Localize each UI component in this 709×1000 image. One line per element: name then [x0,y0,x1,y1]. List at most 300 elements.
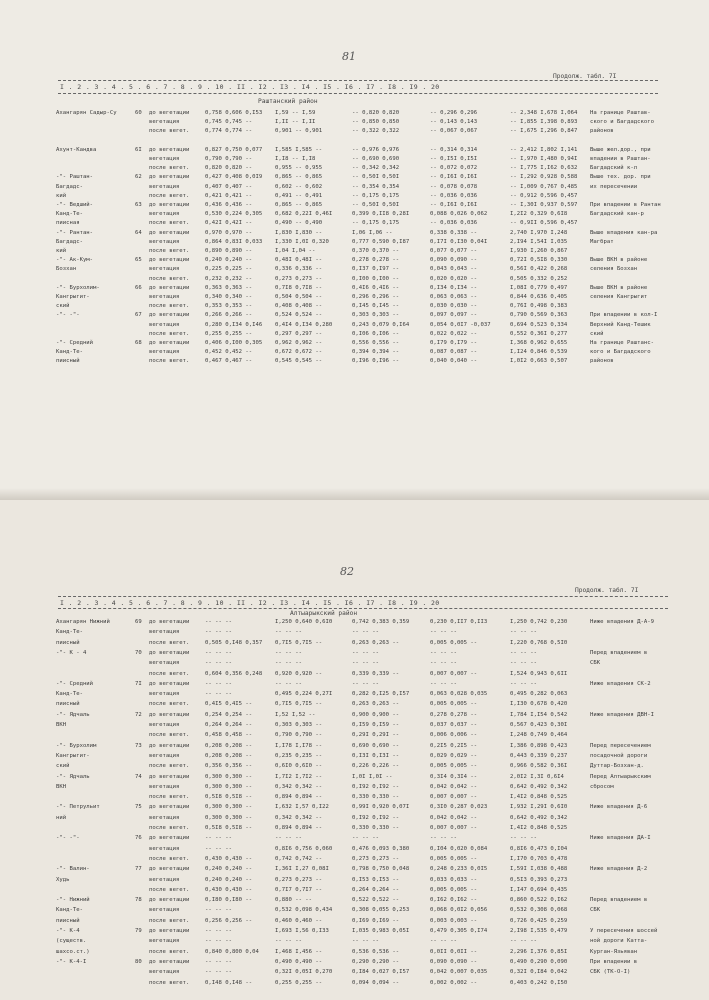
river-cell: -"- К-4 [56,928,80,934]
group-b-cell: 0,7I8 0,7I8 -- [275,284,323,291]
period-cell: вегетация [149,691,180,698]
note-cell: При впадении в [590,958,638,965]
group-c-cell: 0,243 0,079 0,I64 [352,321,410,328]
table-row [0,979,709,988]
period-cell: после вегет. [149,917,190,924]
point-cell: 76 [135,835,142,842]
group-b-cell: 0,894 0,894 -- [275,825,323,831]
group-d-cell: -- 0,143 0,143 [430,119,478,126]
river-cell: Канд-Те- [56,691,83,698]
river-cell: кий [56,192,67,199]
totals-cell: 0,844 0,636 0,405 [510,294,568,300]
point-cell: 78 [135,897,142,904]
group-d-cell: 0,020 0,020 -- [430,275,478,282]
table-row [0,711,709,720]
period-cell: вегетация [149,907,180,914]
table-row [0,927,709,936]
note-cell: Выше впадения кан-ра [590,229,658,236]
note-cell: На границе Раштав- [590,110,651,116]
group-a-cell: 0,4I5 0,4I5 -- [205,701,253,708]
group-c-cell: -- 0,850 0,850 [352,119,400,126]
group-d-cell: 0,3I0 0,287 0,023 [430,804,488,811]
table-row [0,192,709,201]
header-rule-bottom [58,608,668,609]
group-a-cell: 0,970 0,970 -- [205,229,253,236]
river-cell: -"- Средний [56,680,94,687]
totals-cell: I,I70 0,703 0,478 [510,855,568,862]
period-cell: вегетация [149,722,180,728]
table-row [0,348,709,357]
group-d-cell: -- 0,036 0,036 [430,192,478,199]
group-a-cell: 0,300 0,300 -- [205,773,253,780]
river-cell: -"- К-4-I [56,958,87,965]
group-a-cell: 0,430 0,430 -- [205,855,253,862]
group-c-cell: -- -- -- [352,835,379,842]
group-d-cell: 0,090 0,090 -- [430,257,478,264]
group-d-cell: 0,054 0,0I7 -0,037 [430,321,491,328]
river-cell: пиисный [56,917,80,924]
table-row [0,783,709,792]
table-row [0,865,709,874]
totals-cell: 0,490 0,290 0,090 [510,958,568,965]
totals-cell: 2,740 I,970 I,248 [510,229,568,236]
group-b-cell: 0,336 0,336 -- [275,266,323,273]
group-c-cell: 0,094 0,094 -- [352,979,400,986]
group-b-cell: 0,490 0,490 -- [275,958,323,965]
period-cell: до вегетации [149,742,190,749]
group-d-cell: 0,005 0,005 -- [430,701,478,708]
period-cell: вегетация [149,238,180,245]
totals-cell: I,I24 0,846 0,539 [510,349,568,356]
totals-cell: I,932 I,29I 0,6I0 [510,804,568,811]
group-b-cell: -- -- -- [275,938,302,945]
period-cell: после вегет. [149,670,190,677]
group-d-cell: -- -- -- [430,680,457,687]
period-cell: вегетация [149,752,180,759]
group-d-cell: 0,I04 0,020 0,084 [430,845,488,852]
table-row [0,357,709,366]
group-a-cell: -- -- -- [205,845,232,852]
group-a-cell: -- -- -- [205,907,232,914]
group-b-cell: 0,235 0,235 -- [275,752,323,759]
totals-cell: I,I47 0,694 0,435 [510,886,568,893]
group-a-cell: 0,42I 0,42I -- [205,220,253,227]
totals-cell: I,524 0,943 0,6II [510,670,568,677]
totals-cell: 0,403 0,242 0,I50 [510,979,568,986]
point-cell: 65 [135,257,142,264]
table-row [0,118,709,127]
group-c-cell: 0,556 0,556 -- [352,340,400,346]
group-d-cell: 0,040 0,040 -- [430,358,478,365]
period-cell: до вегетации [149,110,190,116]
group-a-cell: -- -- -- [205,691,232,698]
group-b-cell: 0,342 0,342 -- [275,814,323,821]
group-b-cell: I,250 0,640 0,6I0 [275,619,333,625]
group-d-cell: 0,042 0,042 -- [430,814,478,821]
group-b-cell: I,330 I,0I 0,320 [275,238,329,245]
group-d-cell: -- 0,314 0,314 [430,146,478,153]
totals-cell: 2,0I2 I,3I 0,6I4 [510,773,564,780]
header-rule-bottom [58,93,658,94]
group-a-cell: 0,300 0,300 -- [205,804,253,811]
group-b-cell: 0,342 0,342 -- [275,783,323,790]
period-cell: до вегетации [149,804,190,811]
river-cell: -"- Ведший- [56,202,94,208]
river-cell: пиисный [56,358,80,365]
group-b-cell: 0,255 0,255 -- [275,979,323,986]
group-b-cell: 0,742 0,742 -- [275,855,323,862]
table-row [0,339,709,348]
group-b-cell: 0,460 0,460 -- [275,917,323,924]
point-cell: 79 [135,928,142,934]
group-a-cell: -- -- -- [205,835,232,842]
group-a-cell: 0,256 0,256 -- [205,917,253,924]
river-cell: Багдадс- [56,238,83,245]
group-a-cell: 0,264 0,264 -- [205,722,253,728]
river-cell: пиисный [56,639,80,646]
group-c-cell: -- -- -- [352,938,379,945]
group-a-cell: 0,890 0,890 -- [205,248,253,254]
totals-cell: -- -- -- [510,835,537,842]
group-c-cell: 0,264 0,264 -- [352,886,400,893]
group-a-cell: 0,300 0,300 -- [205,783,253,790]
totals-cell: -- I,009 0,767 0,485 [510,183,578,190]
table-row [0,639,709,648]
period-cell: до вегетации [149,229,190,236]
period-cell: до вегетации [149,928,190,934]
totals-cell: 0,694 0,523 0,334 [510,321,568,328]
table-row [0,814,709,823]
group-b-cell: I,632 I,57 0,I22 [275,804,329,811]
note-cell: Ниже впадения ДВН-I [590,711,654,718]
totals-cell: 0,966 0,582 0,36I [510,763,568,770]
group-c-cell: 0,263 0,263 -- [352,639,400,646]
group-c-cell: -- 0,322 0,322 [352,128,400,135]
period-cell: вегетация [149,969,180,976]
group-c-cell: -- 0,50I 0,50I [352,202,400,208]
group-c-cell: -- 0,342 0,342 [352,165,400,172]
group-d-cell: 0,029 0,029 -- [430,752,478,759]
group-d-cell: -- 0,072 0,072 [430,165,478,172]
note-cell: При впадении в кол-I [590,312,658,319]
group-c-cell: I,06 I,06 -- [352,229,393,236]
group-b-cell: 0,32I 0,05I 0,270 [275,969,333,976]
group-a-cell: 0,208 0,208 -- [205,742,253,749]
group-c-cell: -- -- -- [352,660,379,667]
river-cell: Канд-Те- [56,629,83,636]
group-c-cell: -- -- -- [352,649,379,656]
group-d-cell: 0,0II 0,0II -- [430,948,478,955]
totals-cell: -- I,292 0,928 0,588 [510,174,578,181]
group-d-cell: 0,063 0,028 0,035 [430,691,488,698]
totals-cell: 0,76I 0,498 0,383 [510,303,568,310]
group-b-cell: 0,532 0,098 0,434 [275,907,333,914]
group-b-cell: I,II -- I,II [275,119,316,126]
group-c-cell: -- 0,175 0,175 [352,220,400,227]
table-row [0,731,709,740]
totals-cell: 0,642 0,492 0,342 [510,783,568,790]
note-cell: ной дороги Катта- [590,938,648,945]
totals-cell: 0,8I6 0,473 0,I04 [510,845,568,852]
period-cell: вегетация [149,321,180,328]
note-cell: селения Кангрыгит [590,294,648,300]
group-d-cell: -- 0,036 0,036 [430,220,478,227]
totals-cell: -- I,775 I,I62 0,632 [510,165,578,172]
group-c-cell: 0,282 0,I25 0,I57 [352,691,410,698]
page-number: 81 [342,50,356,63]
period-cell: после вегет. [149,303,190,310]
group-d-cell: -- -- -- [430,835,457,842]
period-cell: после вегет. [149,794,190,801]
note-cell: сбросом [590,783,614,790]
group-b-cell: 0,880 -- -- [275,897,313,904]
group-c-cell: 0,330 0,330 -- [352,794,400,801]
continuation-label: Продолж. табл. 7I [575,587,639,594]
group-c-cell: 0,I59 0,I59 -- [352,722,400,728]
group-b-cell: 0,490 -- 0,490 [275,220,323,227]
period-cell: до вегетации [149,146,190,153]
totals-cell: I,08I 0,779 0,497 [510,284,568,291]
group-a-cell: 0,266 0,266 -- [205,312,253,319]
period-cell: после вегет. [149,886,190,893]
table-row [0,183,709,192]
group-c-cell: 0,273 0,273 -- [352,855,400,862]
river-cell: ний [56,814,67,821]
period-cell: вегетация [149,183,180,190]
period-cell: вегетация [149,211,180,218]
table-row [0,680,709,689]
note-cell: У пересечения шоссей [590,928,658,934]
group-d-cell: 0,002 0,002 -- [430,979,478,986]
table-row [0,173,709,182]
group-b-cell: 0,8I6 0,756 0,060 [275,845,333,852]
group-c-cell: 0,777 0,590 0,I87 [352,238,410,245]
totals-cell: I,220 0,768 0,5I0 [510,639,568,646]
river-cell: -"- -"- [56,312,80,319]
group-b-cell: 0,7I7 0,7I7 -- [275,886,323,893]
group-b-cell: I,36I I,27 0,08I [275,866,329,873]
totals-cell: I,368 0,962 0,655 [510,340,568,346]
group-a-cell: -- -- -- [205,680,232,687]
river-cell: -"- Бурхолим- [56,284,100,291]
group-b-cell: I,52 I,52 -- [275,711,316,718]
river-cell: -"- Петрульит [56,804,100,811]
period-cell: после вегет. [149,128,190,135]
note-cell: Выше ВКН в районе [590,284,648,291]
river-cell: Худь [56,876,70,883]
group-d-cell: 0,I79 0,I79 -- [430,340,478,346]
period-cell: вегетация [149,845,180,852]
group-a-cell: 0,225 0,225 -- [205,266,253,273]
table-row [0,155,709,164]
note-cell: Багдадский кан-р [590,211,644,218]
group-b-cell: 0,790 0,790 -- [275,732,323,739]
period-cell: после вегет. [149,763,190,770]
group-d-cell: 0,007 0,007 -- [430,794,478,801]
group-d-cell: 0,007 0,007 -- [430,825,478,831]
period-cell: вегетация [149,629,180,636]
river-cell: -"- Ядчаль [56,711,90,718]
group-d-cell: 0,030 0,030 -- [430,303,478,310]
group-d-cell: 0,003 0,003 -- [430,917,478,924]
note-cell: районов [590,128,614,135]
period-cell: до вегетации [149,257,190,264]
table-row [0,275,709,284]
totals-cell: I,4I2 0,848 0,525 [510,794,568,801]
region-title: Алтыарыкский район [290,610,358,617]
group-c-cell: I,0I I,0I -- [352,773,393,780]
note-cell: Ниже впадения СК-2 [590,680,651,687]
period-cell: до вегетации [149,284,190,291]
group-a-cell: 0,340 0,340 -- [205,294,253,300]
continuation-label: Продолж. табл. 7I [553,73,617,80]
period-cell: после вегет. [149,330,190,337]
totals-cell: -- 2,412 I,802 I,141 [510,146,578,153]
group-c-cell: I,035 0,983 0,05I [352,928,410,934]
group-d-cell: 0,068 0,0I2 0,056 [430,907,488,914]
group-c-cell: 0,226 0,226 -- [352,763,400,770]
header-rule-top [58,596,668,597]
group-a-cell: 0,406 0,I00 0,305 [205,340,263,346]
note-cell: Выше ВКН в районе [590,257,648,264]
group-c-cell: 0,I53 0,I53 -- [352,876,400,883]
group-d-cell: 0,042 0,007 0,035 [430,969,488,976]
group-c-cell: 0,I96 0,I96 -- [352,358,400,365]
group-d-cell: 0,005 0,005 -- [430,763,478,770]
totals-cell: -- -- -- [510,660,537,667]
table-row [0,690,709,699]
period-cell: после вегет. [149,701,190,708]
river-cell: Канд-Те- [56,907,83,914]
group-a-cell: 0,300 0,300 -- [205,814,253,821]
period-cell: после вегет. [149,979,190,986]
group-c-cell: 0,742 0,383 0,359 [352,619,410,625]
table-row [0,845,709,854]
group-a-cell: 0,827 0,750 0,077 [205,146,263,153]
totals-cell: -- -- -- [510,680,537,687]
group-a-cell: 0,240 0,240 -- [205,866,253,873]
point-cell: 7I [135,680,142,687]
group-c-cell: 0,99I 0,920 0,07I [352,804,410,811]
group-a-cell: 0,280 0,I34 0,I46 [205,321,263,328]
group-c-cell: 0,303 0,303 -- [352,312,400,319]
period-cell: после вегет. [149,732,190,739]
group-a-cell: -- -- -- [205,928,232,934]
totals-cell: 0,726 0,425 0,259 [510,917,568,924]
period-cell: до вегетации [149,649,190,656]
note-cell: При впадении в Рантан [590,202,661,208]
note-cell: районов [590,358,614,365]
group-a-cell: 0,452 0,452 -- [205,349,253,356]
group-b-cell: 0,920 0,920 -- [275,670,323,677]
totals-cell: I,386 0,898 0,423 [510,742,568,749]
group-c-cell: 0,I92 0,I92 -- [352,814,400,821]
period-cell: вегетация [149,814,180,821]
totals-cell: I,4I2 0,848 0,525 [510,825,568,831]
group-a-cell: 0,421 0,421 -- [205,192,253,199]
header-rule-top [58,80,658,81]
table-row [0,834,709,843]
group-a-cell: 0,430 0,430 -- [205,886,253,893]
group-d-cell: 0,090 0,090 -- [430,958,478,965]
totals-cell: 0,443 0,339 0,237 [510,752,568,759]
group-a-cell: -- -- -- [205,969,232,976]
group-b-cell: 0,6I0 0,6I0 -- [275,763,323,770]
group-b-cell: -- -- -- [275,629,302,636]
river-cell: пиисная [56,220,80,227]
group-b-cell: I,04 I,04 -- [275,248,316,254]
group-d-cell: 0,006 0,006 -- [430,732,478,739]
group-d-cell: -- 0,I5I 0,I5I [430,156,478,162]
period-cell: вегетация [149,876,180,883]
group-d-cell: 0,033 0,033 -- [430,876,478,883]
group-d-cell: -- 0,I6I 0,I6I [430,202,478,208]
period-cell: вегетация [149,660,180,667]
table-row [0,886,709,895]
table-row [0,659,709,668]
note-cell: Ниже впадения Д-6 [590,804,648,811]
totals-cell: -- I,970 I,480 0,94I [510,156,578,162]
group-a-cell: -- -- -- [205,629,232,636]
totals-cell: 0,642 0,492 0,342 [510,814,568,821]
group-c-cell: -- 0,690 0,690 [352,156,400,162]
period-cell: после вегет. [149,275,190,282]
group-b-cell: I,693 I,56 0,I33 [275,928,329,934]
totals-cell: -- I,675 I,296 0,847 [510,128,578,135]
group-b-cell: 0,524 0,524 -- [275,312,323,319]
group-d-cell: 0,I62 0,I62 -- [430,897,478,904]
river-cell: -"- Валин- [56,866,90,873]
group-c-cell: 0,I06 0,I06 -- [352,330,400,337]
group-c-cell: -- 0,175 0,175 [352,192,400,199]
group-d-cell: -- 0,296 0,296 [430,110,478,116]
river-cell: Бозхан [56,266,77,273]
totals-cell: -- 2,348 I,678 I,064 [510,110,578,116]
period-cell: вегетация [149,266,180,273]
group-d-cell: 0,088 0,026 0,062 [430,211,488,218]
table-row [0,164,709,173]
table-row [0,721,709,730]
group-a-cell: -- -- -- [205,938,232,945]
bottom-page [0,500,709,1000]
totals-cell: 0,5I3 0,393 0,273 [510,876,568,883]
group-c-cell: 0,394 0,394 -- [352,349,400,356]
group-b-cell: 0,962 0,962 -- [275,340,323,346]
group-c-cell: 0,278 0,278 -- [352,257,400,264]
group-b-cell: I,I78 I,I78 -- [275,742,323,749]
period-cell: после вегет. [149,358,190,365]
note-cell: Перед пересечением [590,742,651,749]
totals-cell: 0,552 0,36I 0,277 [510,330,568,337]
point-cell: 75 [135,804,142,811]
point-cell: 63 [135,202,142,208]
group-d-cell: 0,037 0,037 -- [430,722,478,728]
river-cell: шахсо.ст.) [56,948,90,955]
group-b-cell: I,59 -- I,59 [275,110,316,116]
note-cell: Перед впадением в [590,649,648,656]
totals-cell: I,0I2 0,663 0,507 [510,358,568,365]
totals-cell: I,784 I,I54 0,542 [510,711,568,718]
group-d-cell: 0,022 0,022 -- [430,330,478,337]
river-cell: (существ. [56,938,87,945]
group-d-cell: 0,005 0,005 -- [430,855,478,862]
note-cell: На границе Раштанс- [590,340,654,346]
group-b-cell: -- -- -- [275,660,302,667]
group-d-cell: 0,087 0,087 -- [430,349,478,356]
note-cell: Перед Алтыарыкским [590,773,651,780]
table-row [0,773,709,782]
totals-cell: I,59I I,038 0,488 [510,866,568,873]
